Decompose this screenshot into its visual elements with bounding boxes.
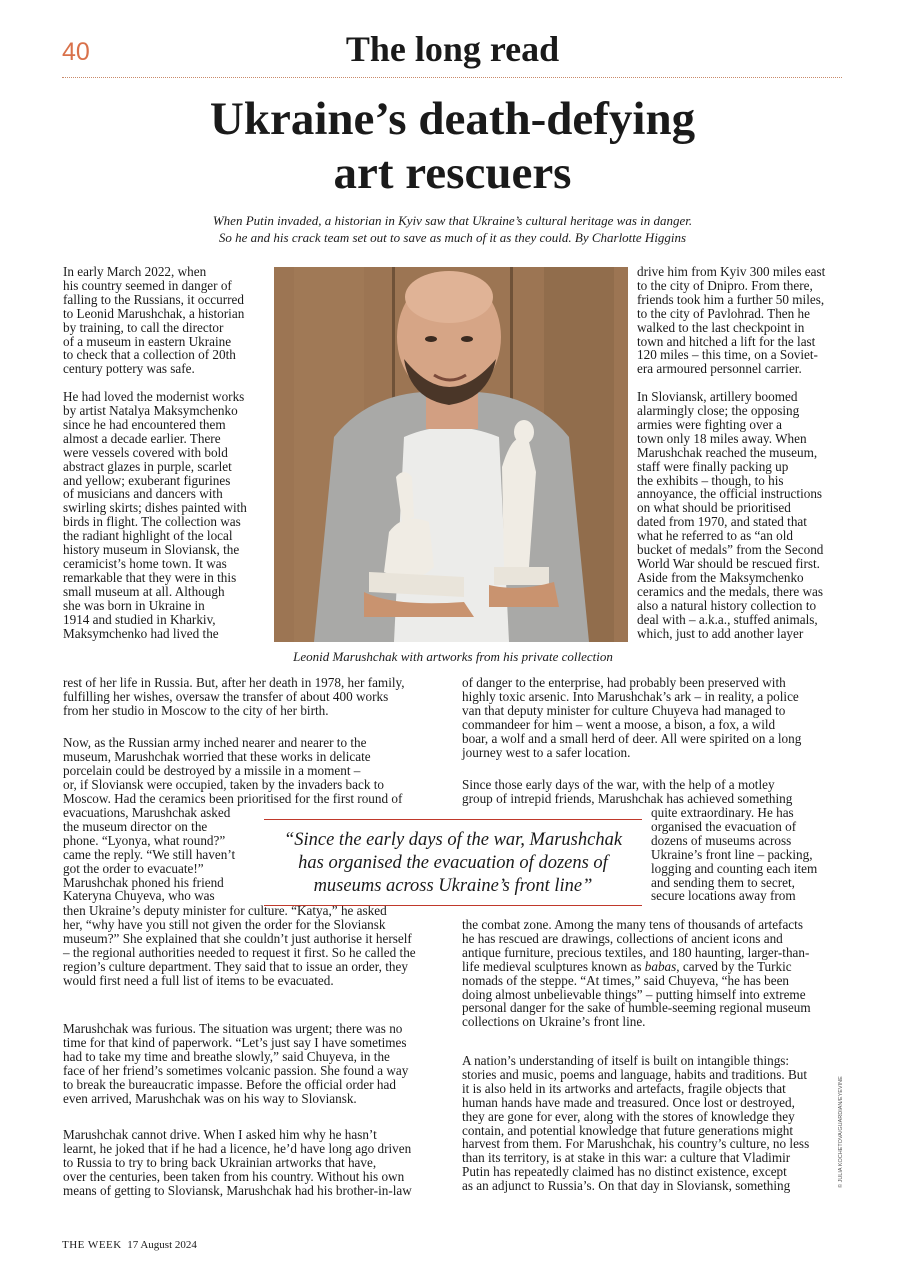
text-line: almost a decade earlier. There: [63, 430, 221, 446]
text-line: the combat zone. Among the many tens of thousands of artefacts: [462, 917, 803, 932]
text-line: contain, and potential knowledge that future generations might: [462, 1122, 794, 1138]
text-line: doing almost unbelievable things” – putting himself into extreme: [462, 986, 806, 1002]
text-line: of musicians and dancers with: [63, 486, 223, 502]
text-line: her, “why have you still not given the order for the Sloviansk: [63, 916, 386, 932]
text-line: she was born in Ukraine in: [63, 597, 205, 613]
text-line: quite extraordinary. He has: [651, 805, 794, 820]
pull-quote-line-1: “Since the early days of the war, Marushchak: [283, 830, 623, 850]
text-line: antique furniture, precious textiles, and 180 haunting, larger-than-: [462, 944, 810, 960]
text-line: to check that a collection of 20th: [63, 347, 236, 363]
photo-credit-text: © JULIA KOCHETOVA/GUARDIAN/EYEVINE: [838, 1076, 844, 1188]
text-line: history museum in Sloviansk, the: [63, 542, 240, 558]
text-line: birds in flight. The collection was: [63, 514, 241, 530]
text-line: dated from 1970, and stated that: [637, 514, 807, 530]
paragraph-1: [63, 265, 273, 376]
text-line: by artist Natalya Maksymchenko: [63, 403, 238, 419]
paragraph-7: [637, 390, 847, 640]
text-line: and yellow; exuberant figurines: [63, 472, 231, 488]
text-line: remarkable that they were in this: [63, 569, 237, 585]
text-line: then Ukraine’s deputy minister for culture. “Katya,” he asked: [63, 903, 387, 918]
paragraph-4: [63, 1022, 463, 1105]
text-line: museum, Marushchak worried that these works in delicate: [63, 748, 371, 764]
text-line: abstract glazes in purple, scarlet: [63, 458, 232, 474]
paragraph-8-end-lines: [462, 918, 847, 960]
headline-line-2: art rescuers: [333, 147, 572, 199]
text-line: to the city of Dnipro. From there,: [637, 277, 813, 293]
text-line: commandeer for him – went a moose, a bison, a fox, a wild: [462, 716, 776, 732]
portrait-photo: [274, 267, 628, 642]
text-line: to break the bureaucratic impasse. Before the official order had: [63, 1076, 396, 1092]
text-line: staff were finally packing up: [637, 458, 789, 474]
text-line: phone. “Lyonya, what round?”: [63, 832, 226, 848]
text-line: he has rescued are drawings, collections of ancient icons and: [462, 930, 783, 946]
footer: [62, 1239, 197, 1251]
text-line: face of her friend’s sometimes volcanic passion. She found a way: [63, 1062, 409, 1078]
text-line: as an adjunct to Russia’s. On that day in Sloviansk, something: [462, 1178, 791, 1194]
section-title: The long read: [345, 29, 560, 69]
text-line: 1914 and studied in Kharkiv,: [63, 611, 216, 627]
text-line: to Leonid Marushchak, a historian: [63, 305, 245, 321]
text-line: dozens of museums across: [651, 832, 792, 848]
photo-caption: Leonid Marushchak with artworks from his private collection: [293, 649, 613, 664]
text-line: Kateryna Chuyeva, who was: [63, 888, 215, 904]
paragraph-8-end: [462, 918, 847, 1029]
paragraph-2: [63, 390, 273, 640]
text-line: harvest from them. For Marushchak, his country’s culture, no less: [462, 1136, 810, 1152]
babas-word: babas: [644, 958, 677, 974]
text-line: – the regional authorities needed to request it first. So he called the: [63, 944, 416, 960]
text-line: human hands have made and treasured. Once lost or destroyed,: [462, 1094, 795, 1110]
text-line: Marushchak phoned his friend: [63, 874, 224, 890]
text-line: they are gone for ever, along with the stores of knowledge they: [462, 1108, 795, 1124]
text-line: the museum director on the: [63, 818, 208, 834]
text-line: falling to the Russians, it occurred: [63, 291, 244, 307]
text-line: journey west to a safer location.: [462, 744, 631, 760]
text-line: Marushchak reached the museum,: [637, 444, 818, 460]
text-line: Moscow. Had the ceramics been prioritised for the first round of: [63, 790, 403, 806]
text-line: Putin has repeatedly claimed has no distinct existence, except: [462, 1164, 787, 1180]
text-line: than its territory, is at stake in this war: a culture that Vladimir: [462, 1150, 791, 1166]
text-line: He had loved the modernist works: [63, 389, 245, 405]
text-line: annoyance, the official instructions: [637, 486, 823, 502]
text-line: rest of her life in Russia. But, after her death in 1978, her family,: [63, 675, 405, 690]
text-line: means of getting to Sloviansk, Marushchak had his brother-in-law: [63, 1182, 412, 1198]
text-line: porcelain could be destroyed by a missile in a moment –: [63, 762, 361, 778]
text-line: Now, as the Russian army inched nearer and nearer to the: [63, 735, 367, 750]
paragraph-8-end-lines-2: [462, 974, 847, 1030]
text-line: town and hitched a lift for the last: [637, 333, 816, 349]
column-3-upper: [637, 265, 847, 640]
text-line: or, if Sloviansk were occupied, taken by the invaders back to: [63, 776, 385, 792]
babas-pre: life medieval sculptures known as: [462, 958, 645, 974]
pull-quote-line-3: museums across Ukraine’s front line”: [313, 876, 593, 896]
text-line: walked to the last checkpoint in: [637, 319, 805, 335]
standfirst-line-1: When Putin invaded, a historian in Kyiv saw that Ukraine’s cultural heritage was in danger.: [212, 213, 693, 228]
paragraph-3-narrow: [63, 806, 263, 903]
text-line: learnt, he joked that if he had a licence, he’d have long ago driven: [63, 1140, 412, 1156]
portrait-illustration: [274, 267, 628, 642]
issue-date: 17 August 2024: [127, 1239, 197, 1251]
paragraph-5: [63, 1128, 463, 1198]
text-line: evacuations, Marushchak asked: [63, 805, 231, 820]
headline-line-1: Ukraine’s death-defying: [209, 93, 696, 145]
text-line: collections on Ukraine’s front line.: [462, 1014, 646, 1030]
text-line: friends took him a further 50 miles,: [637, 291, 825, 307]
text-line: personal danger for the sake of humble-seeming regional museum: [462, 1000, 811, 1016]
babas-line: [462, 960, 847, 974]
paragraph-3-end: [63, 904, 463, 987]
text-line: Ukraine’s front line – packing,: [651, 846, 813, 862]
text-line: armies were fighting over a: [637, 416, 783, 432]
text-line: would first need a full list of items to be evacuated.: [63, 972, 334, 988]
text-line: deal with – a.k.a., stuffed animals,: [637, 611, 818, 627]
standfirst: [130, 212, 775, 246]
text-line: region’s culture department. They said that to issue an order, they: [63, 958, 408, 974]
text-line: stories and music, poems and language, habits and traditions. But: [462, 1066, 808, 1082]
text-line: Since those early days of the war, with the help of a motley: [462, 777, 775, 792]
text-line: the exhibits – though, to his: [637, 472, 784, 488]
text-line: alarmingly close; the opposing: [637, 403, 800, 419]
text-line: small museum at all. Although: [63, 583, 225, 599]
paragraph-3: [63, 736, 463, 806]
text-line: highly toxic arsenic. Into Marushchak’s ark – in reality, a police: [462, 688, 799, 704]
text-line: Maksymchenko had lived the: [63, 625, 219, 641]
text-line: it is also held in its artworks and artefacts, fragile objects that: [462, 1080, 786, 1096]
text-line: fulfilling her wishes, oversaw the transfer of about 400 works: [63, 688, 389, 704]
paragraph-9: [462, 1054, 847, 1193]
text-line: to the city of Pavlohrad. Then he: [637, 305, 810, 321]
pull-quote-rule-top: [264, 819, 642, 820]
babas-post: , carved by the Turkic: [676, 958, 792, 974]
paragraph-8: [462, 778, 847, 806]
text-line: town only 18 miles away. When: [637, 430, 807, 446]
text-line: bucket of medals” from the Second: [637, 542, 824, 558]
text-line: his country seemed in danger of: [63, 277, 232, 293]
text-line: even arrived, Marushchak was on his way to Sloviansk.: [63, 1090, 357, 1106]
text-line: since he had encountered them: [63, 416, 226, 432]
text-line: drive him from Kyiv 300 miles east: [637, 264, 826, 279]
text-line: to Russia to try to bring back Ukrainian artworks that have,: [63, 1154, 377, 1170]
text-line: In Sloviansk, artillery boomed: [637, 389, 798, 405]
headline: [0, 92, 905, 200]
text-line: A nation’s understanding of itself is built on intangible things:: [462, 1053, 790, 1068]
text-line: had to take my time and breathe slowly,” said Chuyeva, in the: [63, 1048, 390, 1064]
text-line: museum?” She explained that she couldn’t just authorise it herself: [63, 930, 412, 946]
text-line: on what should be prioritised: [637, 500, 791, 516]
column-1-wide: [63, 676, 463, 718]
text-line: also a natural history collection to: [637, 597, 817, 613]
text-line: group of intrepid friends, Marushchak has achieved something: [462, 790, 793, 806]
text-line: were vessels covered with bold: [63, 444, 228, 460]
column-1-upper: [63, 265, 273, 640]
pull-quote-line-2: has organised the evacuation of dozens of: [298, 853, 608, 873]
paragraph-6: [637, 265, 847, 376]
text-line: logging and counting each item: [651, 860, 818, 876]
standfirst-line-2: So he and his crack team set out to save as much of it as they could. By Charlotte Higgins: [218, 230, 687, 245]
text-line: of a museum in eastern Ukraine: [63, 333, 232, 349]
text-line: World War should be rescued first.: [637, 556, 820, 572]
header-divider: [62, 77, 842, 78]
text-line: swirling skirts; dishes painted with: [63, 500, 247, 516]
text-line: came the reply. “We still haven’t: [63, 846, 236, 862]
text-line: ceramics and the medals, there was: [637, 583, 824, 599]
pull-quote-rule-bottom: [264, 905, 642, 906]
text-line: century pottery was safe.: [63, 361, 195, 377]
text-line: Marushchak was furious. The situation was urgent; there was no: [63, 1021, 403, 1036]
text-line: van that deputy minister for culture Chuyeva had managed to: [462, 702, 786, 718]
text-line: by training, to call the director: [63, 319, 224, 335]
text-line: the radiant highlight of the local: [63, 528, 233, 544]
text-line: Marushchak cannot drive. When I asked him why he hasn’t: [63, 1127, 377, 1142]
text-line: ceramicist’s home town. It was: [63, 556, 227, 572]
text-line: got the order to evacuate!”: [63, 860, 204, 876]
text-line: which, just to add another layer: [637, 625, 804, 641]
text-line: over the centuries, been taken from his country. Without his own: [63, 1168, 405, 1184]
text-line: what he referred to as “an old: [637, 528, 793, 544]
text-line: organised the evacuation of: [651, 818, 797, 834]
paragraph-7-continued: [462, 676, 847, 759]
publication-name: THE WEEK: [62, 1239, 122, 1251]
text-line: Aside from the Maksymchenko: [637, 569, 804, 585]
text-line: from her studio in Moscow to the city of her birth.: [63, 702, 329, 718]
text-line: secure locations away from: [651, 888, 796, 904]
page-number: 40: [62, 38, 90, 66]
text-line: In early March 2022, when: [63, 264, 207, 279]
text-line: boar, a wolf and a small herd of deer. All were spirited on a long: [462, 730, 802, 746]
paragraph-8-narrow: [651, 806, 847, 903]
text-line: time for that kind of paperwork. “Let’s just say I have sometimes: [63, 1034, 407, 1050]
photo-credit: [836, 1060, 850, 1190]
text-line: era armoured personnel carrier.: [637, 361, 802, 377]
text-line: of danger to the enterprise, had probably been preserved with: [462, 675, 786, 690]
text-line: and sending them to secret,: [651, 874, 795, 890]
text-line: 120 miles – this time, on a Soviet-: [637, 347, 818, 363]
pull-quote: [264, 829, 642, 898]
text-line: nomads of the steppe. “At times,” said Chuyeva, “he has been: [462, 972, 790, 988]
